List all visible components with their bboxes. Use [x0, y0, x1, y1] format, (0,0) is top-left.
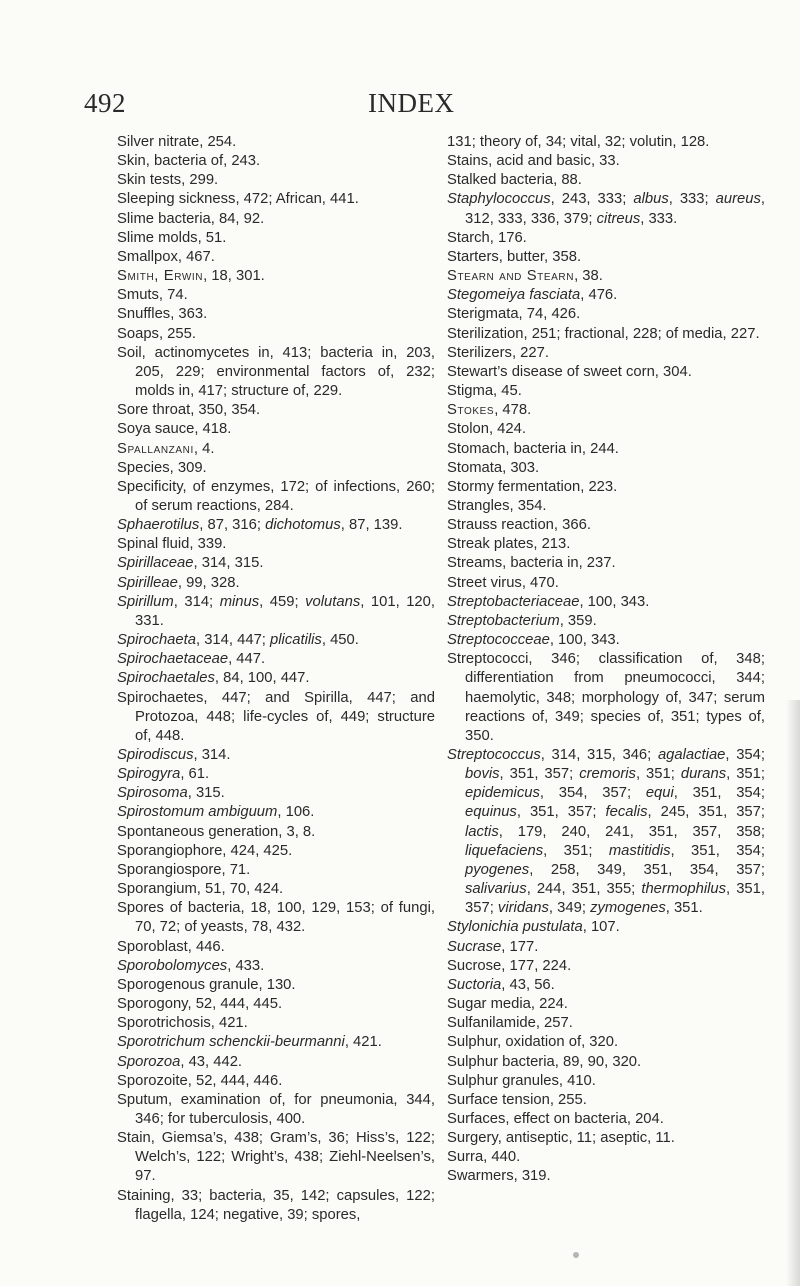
- index-entry: Spirogyra, 61.: [117, 766, 210, 783]
- index-entry: Sporozoa, 43, 442.: [117, 1053, 243, 1070]
- italic-term: lactis: [465, 823, 499, 840]
- index-entry: Sterigmata, 74, 426.: [447, 306, 581, 323]
- index-entry: Smith, Erwin, 18, 301.: [117, 268, 265, 285]
- index-entry: Starters, butter, 358.: [447, 248, 582, 265]
- page-number: 492: [84, 88, 126, 118]
- italic-term: Spirosoma: [117, 785, 188, 802]
- index-entry: Sphaerotilus, 87, 316; dichotomus, 87, 139.: [117, 517, 403, 534]
- index-entry: Species, 309.: [117, 459, 207, 476]
- index-entry: Sporangiophore, 424, 425.: [117, 842, 293, 859]
- italic-term: epidemicus: [465, 785, 540, 802]
- italic-term: Streptobacterium: [447, 612, 560, 629]
- index-entry: Staining, 33; bacteria, 35, 142; capsules, 122; flagella, 124; negative, 39; spores,: [117, 1187, 435, 1223]
- italic-term: albus: [633, 191, 669, 208]
- italic-term: Suctoria: [447, 976, 502, 993]
- index-entry: Swarmers, 319.: [447, 1168, 551, 1185]
- index-entry: Spinal fluid, 339.: [117, 536, 227, 553]
- index-entry: Slime bacteria, 84, 92.: [117, 210, 265, 227]
- index-entry: Spirochaetales, 84, 100, 447.: [117, 670, 310, 687]
- page-title: INDEX: [368, 88, 455, 118]
- index-entry: Sputum, examination of, for pneumonia, 344, 346; for tuberculosis, 400.: [117, 1091, 435, 1127]
- index-column-right: [447, 133, 765, 1187]
- italic-term: Spirillum: [117, 593, 174, 610]
- index-entry: Sulfanilamide, 257.: [447, 1015, 573, 1032]
- index-entry: Spirodiscus, 314.: [117, 747, 231, 763]
- index-entry: Sucrose, 177, 224.: [447, 957, 572, 974]
- index-entry: Silver nitrate, 254.: [117, 134, 237, 150]
- index-entry: Surra, 440.: [447, 1149, 521, 1166]
- index-entry: Surface tension, 255.: [447, 1091, 587, 1108]
- italic-term: volutans: [305, 593, 361, 610]
- index-entry: Surfaces, effect on bacteria, 204.: [447, 1110, 664, 1127]
- index-entry: Soya sauce, 418.: [117, 421, 232, 438]
- italic-term: agalactiae: [657, 747, 726, 763]
- italic-term: liquefaciens: [465, 842, 544, 859]
- italic-term: Spirogyra: [117, 766, 181, 783]
- index-entry: Smallpox, 467.: [117, 248, 215, 265]
- index-entry: Snuffles, 363.: [117, 306, 208, 323]
- index-entry: Spores of bacteria, 18, 100, 129, 153; of fungi, 70, 72; of yeasts, 78, 432.: [117, 900, 435, 936]
- italic-term: Sporobolomyces: [117, 957, 228, 974]
- index-entry: Skin, bacteria of, 243.: [117, 153, 261, 170]
- italic-term: salivarius: [465, 881, 527, 898]
- index-entry: Stalked bacteria, 88.: [447, 172, 582, 189]
- index-entry: Stewart’s disease of sweet corn, 304.: [447, 363, 692, 380]
- index-entry: Sporogenous granule, 130.: [117, 976, 296, 993]
- index-entry: Smuts, 74.: [117, 287, 188, 304]
- index-entry: Spirillaceae, 314, 315.: [117, 555, 264, 572]
- index-entry: Sleeping sickness, 472; African, 441.: [117, 191, 359, 208]
- index-entry: Soil, actinomycetes in, 413; bacteria in, 203, 205, 229; environmental factors of, 232; molds in, 417; structure of, 229.: [117, 344, 435, 400]
- italic-term: Stylonichia pustulata: [447, 919, 583, 936]
- index-entry: Sore throat, 350, 354.: [117, 402, 261, 419]
- italic-term: Spirochaetales: [117, 670, 215, 687]
- author-name: Spallanzani: [117, 440, 194, 457]
- italic-term: zymogenes: [590, 900, 666, 917]
- index-entry: Sterilizers, 227.: [447, 344, 549, 361]
- index-entry: Sucrase, 177.: [447, 938, 539, 955]
- italic-term: dichotomus: [265, 517, 341, 534]
- index-entry: Spontaneous generation, 3, 8.: [117, 823, 316, 840]
- italic-term: aureus: [715, 191, 761, 208]
- index-entry: Sulphur, oxidation of, 320.: [447, 1034, 619, 1051]
- italic-term: equinus: [465, 804, 517, 821]
- index-entry: Spirostomum ambiguum, 106.: [117, 804, 315, 821]
- index-entry: Spirochaeta, 314, 447; plicatilis, 450.: [117, 632, 359, 649]
- italic-term: Streptococcus: [447, 747, 541, 763]
- italic-term: cremoris: [579, 766, 636, 783]
- author-name: Stearn and Stearn: [447, 268, 575, 285]
- index-entry: Spirosoma, 315.: [117, 785, 225, 802]
- italic-term: Streptococceae: [447, 632, 550, 649]
- index-entry: Sporoblast, 446.: [117, 938, 225, 955]
- italic-term: pyogenes: [465, 861, 530, 878]
- index-entry: Stylonichia pustulata, 107.: [447, 919, 620, 936]
- italic-term: Stegomeiya fasciata: [447, 287, 581, 304]
- italic-term: Sucrase: [447, 938, 502, 955]
- index-entry: Streptococceae, 100, 343.: [447, 632, 620, 649]
- italic-term: mastitidis: [608, 842, 671, 859]
- index-entry: Spirochaetes, 447; and Spirilla, 447; and Protozoa, 448; life-cycles of, 449; structure of, 448.: [117, 689, 435, 744]
- index-entry: Spirochaetaceae, 447.: [117, 651, 266, 668]
- italic-term: equi: [645, 785, 674, 802]
- italic-term: Spirodiscus: [117, 747, 194, 763]
- page-edge-shadow: [786, 700, 800, 1286]
- index-entry: Spirilleae, 99, 328.: [117, 574, 240, 591]
- italic-term: viridans: [497, 900, 549, 917]
- index-entry: Sterilization, 251; fractional, 228; of media, 227.: [447, 325, 760, 342]
- index-entry: Streptobacterium, 359.: [447, 612, 597, 629]
- italic-term: fecalis: [605, 804, 648, 821]
- italic-term: minus: [219, 593, 260, 610]
- index-entry: Spirillum, 314; minus, 459; volutans, 101, 120, 331.: [117, 593, 435, 629]
- italic-term: Sporotrichum schenckii-beurmanni: [117, 1034, 345, 1051]
- index-entry: Sporangium, 51, 70, 424.: [117, 881, 284, 898]
- index-entry: Stolon, 424.: [447, 421, 526, 438]
- italic-term: Staphylococcus: [447, 191, 551, 208]
- index-entry: Stains, acid and basic, 33.: [447, 153, 620, 170]
- italic-term: Spirillaceae: [117, 555, 194, 572]
- italic-term: durans: [680, 766, 727, 783]
- italic-term: bovis: [465, 766, 500, 783]
- index-entry: Sulphur bacteria, 89, 90, 320.: [447, 1053, 642, 1070]
- index-entry: Starch, 176.: [447, 229, 527, 246]
- index-entry: Sporangiospore, 71.: [117, 861, 251, 878]
- index-entry: Strauss reaction, 366.: [447, 517, 591, 534]
- index-entry: Stearn and Stearn, 38.: [447, 268, 603, 285]
- page-header: [0, 88, 800, 128]
- italic-term: plicatilis: [270, 632, 322, 649]
- index-entry: Streptococcus, 314, 315, 346; agalactiae, 354; bovis, 351, 357; cremoris, 351; durans, 351; epidemicus, 354, 357; equi, 351, 354; equinus, 351, 357; fecalis, 245, 351, 357; lactis, 179, 240, 241, 351, 357, 358; liquefaciens, 351; mastitidis, 351, 354; pyogenes, 258, 349, 351, 354, 357; salivarius, 244, 351, 355; thermophilus, 351, 357; viridans, 349; zymogenes, 351.: [447, 747, 765, 917]
- italic-term: Streptobacteriaceae: [447, 593, 580, 610]
- italic-term: citreus: [596, 210, 641, 227]
- index-entry: Stokes, 478.: [447, 402, 532, 419]
- index-column-left: [117, 133, 435, 1225]
- author-name: Smith, Erwin: [117, 268, 204, 285]
- italic-term: Sporozoa: [117, 1053, 181, 1070]
- index-entry: Specificity, of enzymes, 172; of infections, 260; of serum reactions, 284.: [117, 478, 435, 514]
- index-entry: Surgery, antiseptic, 11; aseptic, 11.: [447, 1130, 675, 1147]
- index-entry: Skin tests, 299.: [117, 172, 219, 189]
- index-entry: Strangles, 354.: [447, 497, 547, 514]
- index-entry: Stain, Giemsa’s, 438; Gram’s, 36; Hiss’s, 122; Welch’s, 122; Wright’s, 438; Ziehl-Neelsen’s, 97.: [117, 1130, 435, 1185]
- index-entry: Stomach, bacteria in, 244.: [447, 440, 619, 457]
- index-entry: Sporozoite, 52, 444, 446.: [117, 1072, 283, 1089]
- index-entry: Slime molds, 51.: [117, 229, 227, 246]
- index-entry: Stigma, 45.: [447, 383, 522, 400]
- index-entry: Sugar media, 224.: [447, 996, 568, 1013]
- index-entry: 131; theory of, 34; vital, 32; volutin, 128.: [447, 134, 710, 150]
- italic-term: Spirostomum ambiguum: [117, 804, 278, 821]
- italic-term: Spirochaetaceae: [117, 651, 229, 668]
- author-name: Stokes: [447, 402, 495, 419]
- italic-term: Spirochaeta: [117, 632, 196, 649]
- index-entry: Sporogony, 52, 444, 445.: [117, 996, 283, 1013]
- index-entry: Sporotrichum schenckii-beurmanni, 421.: [117, 1034, 382, 1051]
- index-entry: Soaps, 255.: [117, 325, 196, 342]
- index-entry: Sporobolomyces, 433.: [117, 957, 265, 974]
- index-entry: Street virus, 470.: [447, 574, 559, 591]
- index-entry: Stormy fermentation, 223.: [447, 478, 618, 495]
- italic-term: thermophilus: [641, 881, 727, 898]
- index-entry: Stomata, 303.: [447, 459, 540, 476]
- index-entry: Spallanzani, 4.: [117, 440, 215, 457]
- index-entry: Sulphur granules, 410.: [447, 1072, 596, 1089]
- index-entry: Streptococci, 346; classification of, 348; differentiation from pneumococci, 344; haemolytic, 348; morphology of, 347; serum reactions of, 349; species of, 351; types of, 350.: [447, 651, 765, 744]
- italic-term: Spirilleae: [117, 574, 178, 591]
- index-entry: Streak plates, 213.: [447, 536, 571, 553]
- index-entry: Streptobacteriaceae, 100, 343.: [447, 593, 650, 610]
- index-entry: Stegomeiya fasciata, 476.: [447, 287, 618, 304]
- index-entry: Staphylococcus, 243, 333; albus, 333; aureus, 312, 333, 336, 379; citreus, 333.: [447, 191, 765, 227]
- italic-term: Sphaerotilus: [117, 517, 200, 534]
- index-entry: Streams, bacteria in, 237.: [447, 555, 616, 572]
- page-speck: [573, 1252, 579, 1258]
- index-entry: Sporotrichosis, 421.: [117, 1015, 248, 1032]
- index-entry: Suctoria, 43, 56.: [447, 976, 555, 993]
